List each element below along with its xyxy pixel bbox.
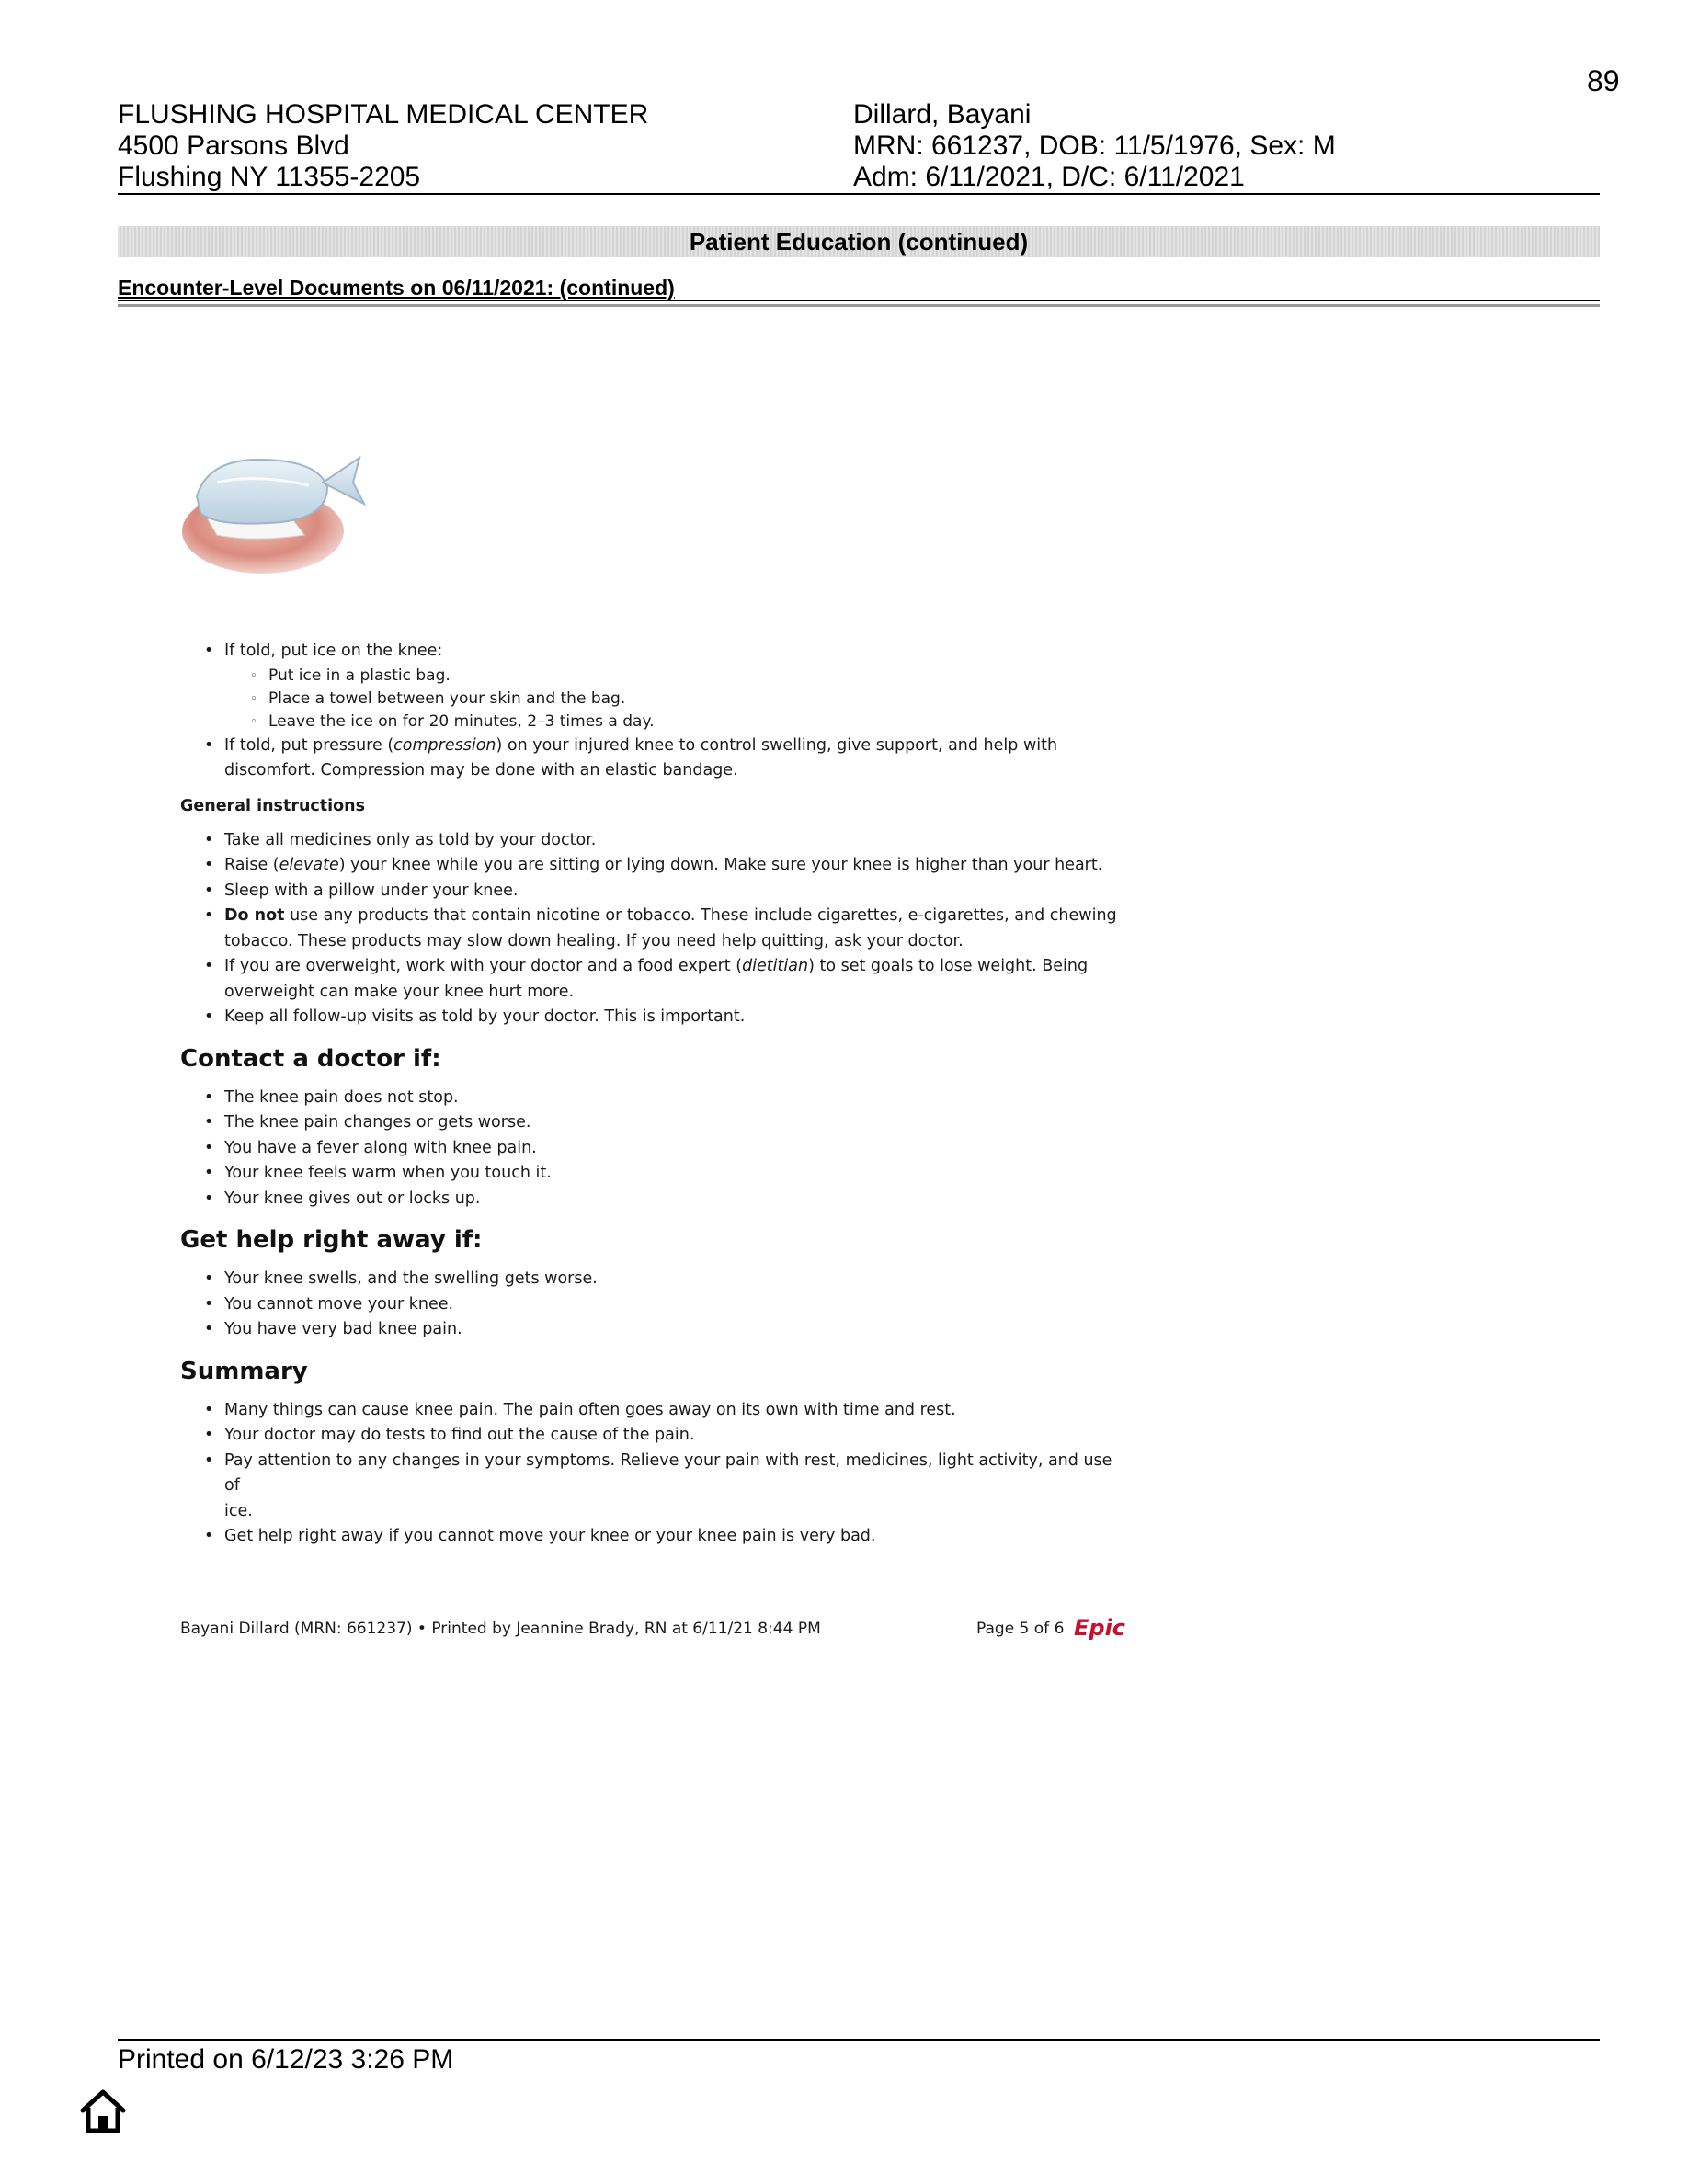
epic-logo: Epic bbox=[1074, 1615, 1126, 1641]
list-item: • The knee pain does not stop. bbox=[180, 1086, 1118, 1111]
list-item: • You cannot move your knee. bbox=[180, 1292, 1118, 1318]
list-item: • Pay attention to any changes in your symptoms. Relieve your pain with rest, medicines, light activity, and use of ice. bbox=[180, 1449, 1118, 1525]
summary-list bbox=[180, 1398, 1118, 1550]
section-title-band bbox=[118, 226, 1600, 257]
patient-ids: MRN: 661237, DOB: 11/5/1976, Sex: M bbox=[853, 131, 1336, 161]
get-help-list bbox=[180, 1267, 1118, 1343]
sub-list-item: ◦ Put ice in a plastic bag. bbox=[180, 665, 1118, 688]
list-item: • You have a fever along with knee pain. bbox=[180, 1136, 1118, 1162]
list-item: • Get help right away if you cannot move your knee or your knee pain is very bad. bbox=[180, 1524, 1118, 1550]
list-item: • Sleep with a pillow under your knee. bbox=[180, 879, 1118, 904]
patient-block bbox=[853, 99, 1336, 193]
contact-doctor-list bbox=[180, 1086, 1118, 1212]
ice-pack-on-knee-illustration bbox=[180, 432, 373, 579]
list-item: • Your knee feels warm when you touch it. bbox=[180, 1161, 1118, 1187]
encounter-divider bbox=[118, 300, 1600, 301]
contact-doctor-heading: Contact a doctor if: bbox=[180, 1044, 441, 1073]
facility-block bbox=[118, 99, 648, 193]
get-help-heading: Get help right away if: bbox=[180, 1226, 483, 1254]
list-item: • If told, put pressure (compression) on your injured knee to control swelling, give support, and help with discomfort. Compression may be done with an elastic bandage. bbox=[180, 734, 1118, 784]
facility-street: 4500 Parsons Blvd bbox=[118, 131, 349, 161]
sub-list-item: ◦ Leave the ice on for 20 minutes, 2–3 times a day. bbox=[180, 711, 1118, 734]
list-item: • If you are overweight, work with your doctor and a food expert (dietitian) to set goals to lose weight. Being overweight can make your knee hurt more. bbox=[180, 954, 1118, 1005]
education-content bbox=[180, 639, 1118, 1550]
list-item: • Many things can cause knee pain. The pain often goes away on its own with time and rest. bbox=[180, 1398, 1118, 1424]
printed-on-date: Printed on 6/12/23 3:26 PM bbox=[118, 2044, 454, 2075]
facility-name: FLUSHING HOSPITAL MEDICAL CENTER bbox=[118, 99, 649, 130]
ice-list bbox=[180, 639, 1118, 784]
list-item: • Raise (elevate) your knee while you are sitting or lying down. Make sure your knee is higher than your heart. bbox=[180, 853, 1118, 879]
list-item: • You have very bad knee pain. bbox=[180, 1317, 1118, 1343]
page-indicator: Page 5 of 6 bbox=[976, 1620, 1065, 1638]
patient-name: Dillard, Bayani bbox=[853, 99, 1032, 130]
footer-divider bbox=[118, 2039, 1600, 2041]
sub-list-item: ◦ Place a towel between your skin and the bag. bbox=[180, 688, 1118, 711]
general-instructions-list bbox=[180, 828, 1118, 1030]
home-icon[interactable] bbox=[79, 2088, 127, 2134]
list-item: • Take all medicines only as told by your doctor. bbox=[180, 828, 1118, 854]
list-item: • Do not use any products that contain nicotine or tobacco. These include cigarettes, e-cigarettes, and chewing tobacco. These products may slow down healing. If you need help quitting, ask your doctor. bbox=[180, 904, 1118, 954]
summary-heading: Summary bbox=[180, 1357, 308, 1385]
list-item: • Your knee swells, and the swelling gets worse. bbox=[180, 1267, 1118, 1292]
facility-city: Flushing NY 11355-2205 bbox=[118, 162, 421, 192]
encounter-title: Encounter-Level Documents on 06/11/2021: (continued) bbox=[118, 276, 675, 300]
page-number: 89 bbox=[1587, 64, 1620, 97]
printed-by-footer: Bayani Dillard (MRN: 661237) • Printed by Jeannine Brady, RN at 6/11/21 8:44 PM bbox=[180, 1620, 821, 1638]
encounter-divider-shadow bbox=[118, 304, 1600, 307]
section-title: Patient Education (continued) bbox=[689, 228, 1029, 256]
list-item: • If told, put ice on the knee: bbox=[180, 639, 1118, 665]
header-divider bbox=[118, 193, 1600, 195]
list-item: • Your doctor may do tests to find out the cause of the pain. bbox=[180, 1423, 1118, 1449]
list-item: • Your knee gives out or locks up. bbox=[180, 1187, 1118, 1212]
list-item: • The knee pain changes or gets worse. bbox=[180, 1110, 1118, 1136]
patient-admission: Adm: 6/11/2021, D/C: 6/11/2021 bbox=[853, 162, 1245, 192]
general-instructions-heading: General instructions bbox=[180, 796, 366, 815]
list-item: • Keep all follow-up visits as told by your doctor. This is important. bbox=[180, 1005, 1118, 1030]
